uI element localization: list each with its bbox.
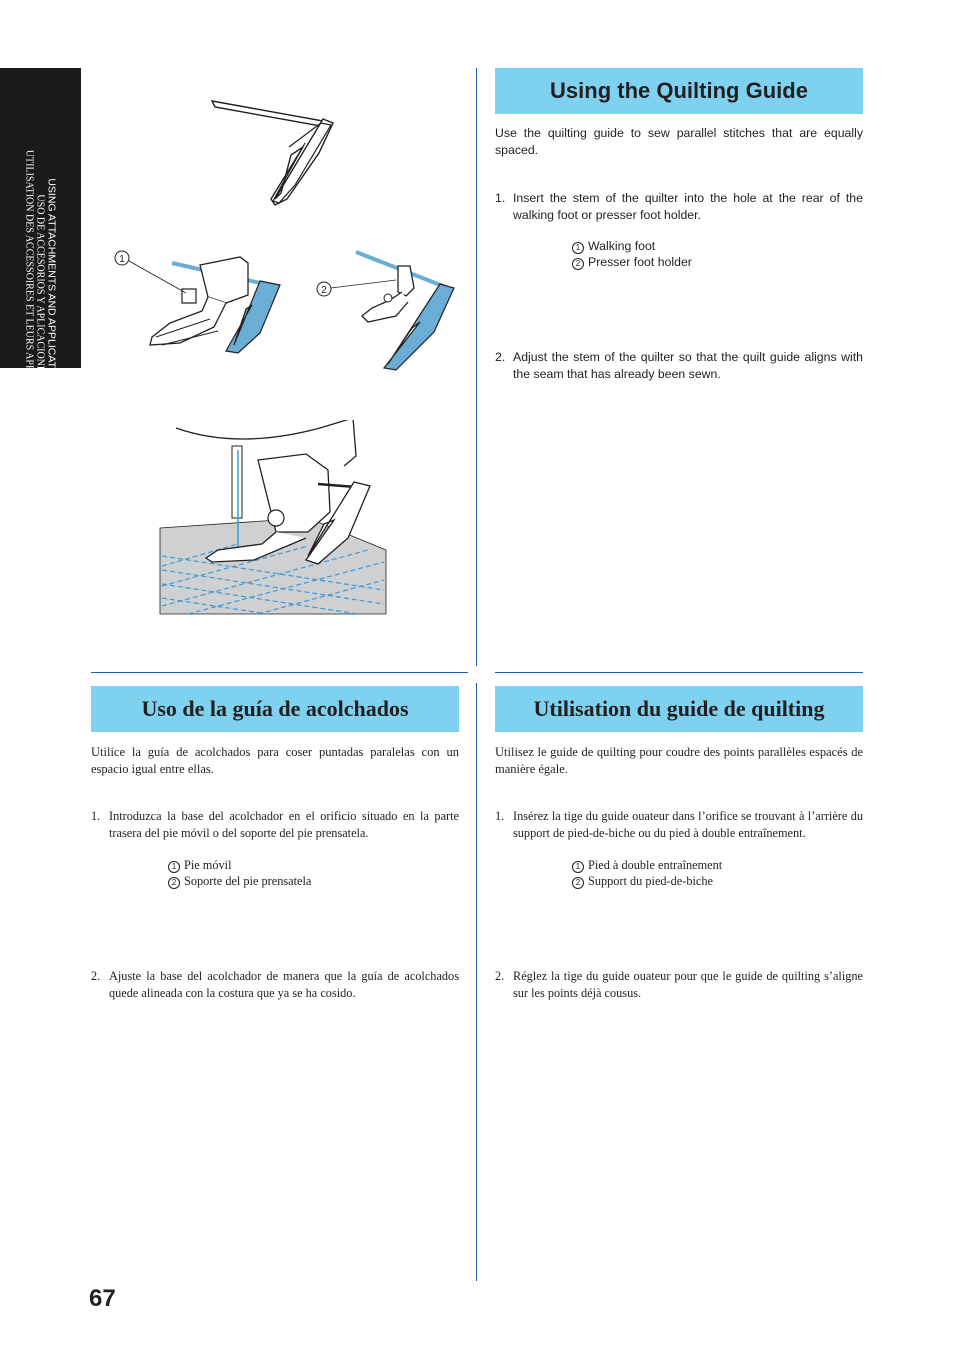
- french-step-2: [495, 968, 863, 1002]
- english-part-1: [572, 238, 692, 254]
- french-part-1-number: 1: [572, 861, 584, 873]
- spanish-part-1-number: 1: [168, 861, 180, 873]
- page-number: 67: [89, 1285, 116, 1312]
- side-tab-line-french: UTILISATION DES ACCESSOIRES ET LEURS APPLICATIONS: [23, 149, 35, 423]
- spanish-part-1-label: Pie móvil: [184, 858, 232, 872]
- french-title: Utilisation du guide de quilting: [533, 696, 825, 721]
- spanish-intro: Utilice la guía de acolchados para coser puntadas paralelas con un espacio igual entre ellas.: [91, 745, 459, 776]
- english-parts-list: [572, 238, 692, 270]
- french-step-2-number: 2.: [495, 969, 505, 983]
- spanish-step-2-text: Ajuste la base del acolchador de manera que la guía de acolchados quede alineada con la costura que ya se ha cosido.: [109, 969, 459, 1000]
- english-intro: Use the quilting guide to sew parallel stitches that are equally spaced.: [495, 126, 863, 157]
- english-step-2: [495, 349, 863, 383]
- walking-foot-illustration: [110, 245, 290, 375]
- spanish-step-2: [91, 968, 459, 1002]
- english-step-1-number: 1.: [495, 191, 506, 205]
- english-part-1-number: 1: [572, 242, 584, 254]
- column-divider-bottom: [476, 683, 477, 1281]
- presser-foot-holder-illustration: [310, 248, 460, 378]
- english-step-1-text: Insert the stem of the quilter into the hole at the rear of the walking foot or presser foot holder.: [513, 191, 863, 222]
- quilting-guide-illustration: [205, 95, 345, 215]
- english-title: Using the Quilting Guide: [550, 78, 808, 103]
- spanish-part-2-label: Soporte del pie prensatela: [184, 874, 312, 888]
- french-step-1: [495, 808, 863, 842]
- spanish-step-1: [91, 808, 459, 842]
- french-part-2: [572, 873, 722, 889]
- spanish-part-2-number: 2: [168, 877, 180, 889]
- side-tab-line-english: USING ATTACHMENTS AND APPLICATIONS: [45, 178, 58, 394]
- spanish-part-2: [168, 873, 311, 889]
- french-part-1: [572, 857, 722, 873]
- french-step-1-text: Insérez la tige du guide ouateur dans l’orifice se trouvant à l’arrière du support de pied-de-biche ou du pied à double entraînement.: [513, 809, 863, 840]
- side-tab-text: [24, 146, 57, 426]
- english-part-1-label: Walking foot: [588, 239, 656, 253]
- french-intro: Utilisez le guide de quilting pour coudre des points parallèles espacés de manière égale.: [495, 745, 863, 776]
- english-step-2-text: Adjust the stem of the quilter so that the quilt guide aligns with the seam that has already been sewn.: [513, 350, 863, 381]
- spanish-parts-list: [168, 857, 311, 889]
- section-side-tab: [0, 68, 81, 423]
- english-part-2-label: Presser foot holder: [588, 255, 692, 269]
- sewing-with-guide-illustration: [158, 420, 390, 618]
- spanish-step-1-number: 1.: [91, 809, 101, 823]
- side-tab-line-spanish: USO DE ACCESORIOS Y APLICACIONES: [34, 194, 46, 378]
- french-title-bar: [495, 686, 863, 732]
- french-parts-list: [572, 857, 722, 889]
- spanish-step-1-text: Introduzca la base del acolchador en el orificio situado en la parte trasera del pie móvil o del soporte del pie prensatela.: [109, 809, 459, 840]
- french-part-2-number: 2: [572, 877, 584, 889]
- spanish-part-1: [168, 857, 311, 873]
- callout-1-label: 1: [119, 254, 125, 265]
- french-step-2-text: Réglez la tige du guide ouateur pour que le guide de quilting s’aligne sur les points déjà cousus.: [513, 969, 863, 1000]
- spanish-title: Uso de la guía de acolchados: [141, 696, 409, 721]
- english-step-2-number: 2.: [495, 350, 506, 364]
- french-step-1-number: 1.: [495, 809, 505, 823]
- section-divider-right: [495, 672, 863, 673]
- french-part-1-label: Pied à double entraînement: [588, 858, 723, 872]
- spanish-title-bar: [91, 686, 459, 732]
- english-step-1: [495, 190, 863, 224]
- column-divider-top: [476, 68, 477, 666]
- callout-2-label: 2: [321, 285, 327, 296]
- section-divider-left: [91, 672, 468, 673]
- english-title-bar: [495, 68, 863, 114]
- french-part-2-label: Support du pied-de-biche: [588, 874, 713, 888]
- english-part-2: [572, 254, 692, 270]
- english-part-2-number: 2: [572, 258, 584, 270]
- spanish-step-2-number: 2.: [91, 969, 101, 983]
